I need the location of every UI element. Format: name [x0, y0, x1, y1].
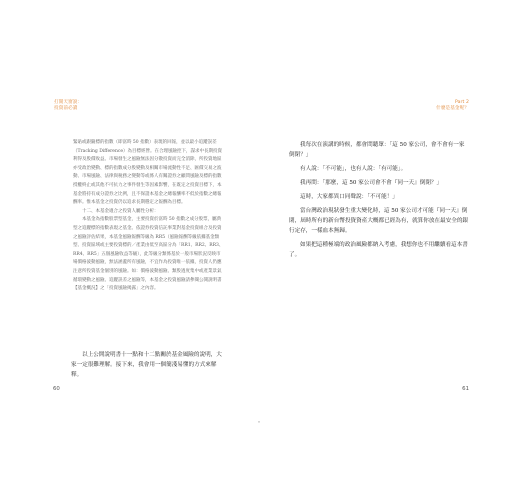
- body-paragraph: 有人說：「不可能」，也有人說：「有可能」。: [300, 166, 407, 172]
- gutter-mark: *: [258, 420, 260, 425]
- body-paragraph: 以上公開說明書十一點和十二點關於基金風險的說明，大家一定很難理解。接下來，我會用一個簡淺易懂的方式來解釋。: [71, 352, 222, 378]
- body-paragraph: 這時，大家都異口同聲說：「不可能！」: [300, 194, 398, 200]
- header-right-line-2: 什麼是基金呢？: [436, 106, 469, 112]
- page-number-right: 61: [462, 386, 469, 392]
- running-header-left: [54, 100, 82, 113]
- page-number-left: 60: [53, 386, 60, 392]
- running-header-right: [436, 100, 469, 113]
- prospectus-quote: [73, 139, 225, 294]
- header-left-line-1: 打開天窗說：: [54, 100, 83, 105]
- body-paragraph: 我再問：「那麼，這 50 家公司會不會『同一天』倒閉？」: [300, 180, 443, 186]
- header-left-line-2: 投資前必讀: [54, 106, 78, 112]
- right-body-text: [289, 140, 470, 264]
- quote-section-heading: 十二、本基金適合之投資人屬性分析：: [82, 208, 159, 214]
- quote-paragraph: 本基金為指數股票型基金，主要投資於富時 50 指數之成分股票，屬典型之追蹤標的指數表現之基金。依證券投資信託事業對基金投資組合及投資之風險評估結果，本基金風險報酬等級為 RR5（風險報酬等級依據基金類型、投資區域或主要投資標的／產業由低至高區分為「RR1、RR2、RR3、RR4、RR5」五個風險收益等級），此等級分類係基於一般市場狀況反映市場價格波動風險，無法涵蓋所有風險，不宜作為投資唯一依據，投資人仍應注意所投資基金個別的風險。如：價格波動風險、類股過度集中或產業景氣循環變動之風險、追蹤誤差之風險等，本基金之投資風險請參閱公開說明書【基金概況】之「投資風險揭露」之內容。: [73, 217, 224, 292]
- body-paragraph: 如果把這種極端的政治風險都納入考慮，我想你也不用繼續看這本書了。: [289, 242, 468, 258]
- header-right-line-1: Part 2: [454, 100, 469, 105]
- body-paragraph: 我每次在演講的時候，都會問聽眾：「這 50 家公司，會不會有一家倒閉？」: [289, 142, 465, 158]
- body-paragraph: 當台灣政治現狀發生重大變化時，這 50 家公司才可能『同一天』倒閉，屆時所有的新台幣投資資產大概都已經為有，就算你放在最安全的銀行定存，一樣血本無歸。: [289, 208, 469, 234]
- quote-paragraph: 緊貼或跟隨標的指數（即富時 50 指數）表現的回報，並以最小追蹤誤差（Tracking Difference）為目標經營。在合理風險控下，謀求中長期投資利得及股價收益。市場發生之風險無法因分散投資而完全消除，所投資地區亦受政治變動、標的指數成分股變動及相關市場流動性不足、匯價交易之波動、市場風險、法律與稅務之變動等或係人有關證券之顧問風險及標的指數授權終止或其他不可抗力之事件發生等因素影響，在既定之投資目標下，本基金將持有成分證券之比例，且不保證本基金之總報酬率不低於指數之總報酬率。惟本基金之投資仍以追求長期穩定之報酬為目標。: [73, 140, 223, 206]
- left-body-text: [71, 351, 226, 380]
